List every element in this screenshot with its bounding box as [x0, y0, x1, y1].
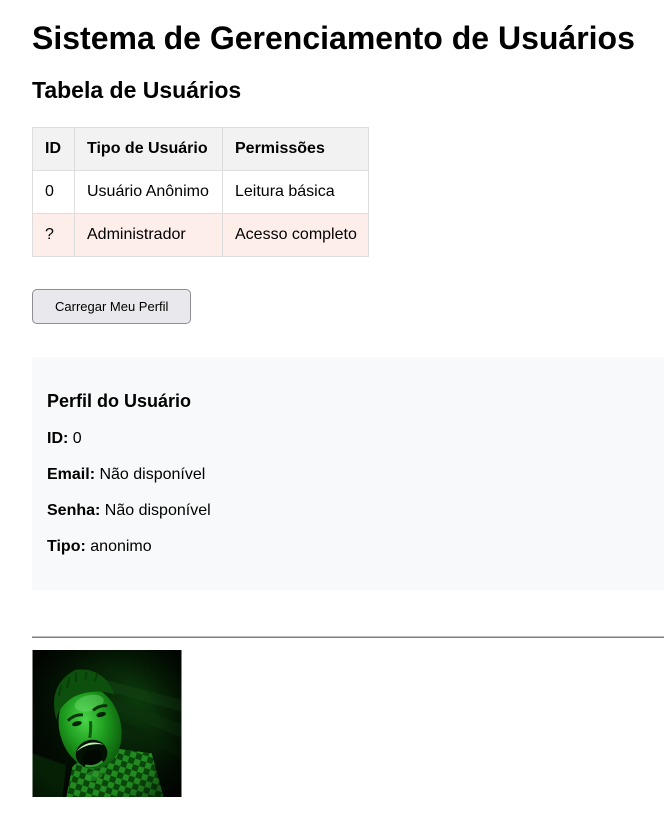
cell-tipo: Administrador [75, 214, 223, 257]
page-title: Sistema de Gerenciamento de Usuários [32, 20, 635, 56]
profile-field-label: Tipo: [47, 538, 86, 555]
page [0, 20, 664, 797]
cell-permissoes: Acesso completo [223, 214, 369, 257]
profile-heading: Perfil do Usuário [47, 391, 192, 411]
profile-field-id [47, 429, 649, 448]
night-vision-photo-graphic [32, 650, 182, 797]
profile-field-value: Não disponível [99, 466, 206, 483]
column-header-tipo: Tipo de Usuário [75, 128, 223, 171]
profile-field-value: 0 [72, 430, 82, 447]
table-header-row [33, 128, 369, 171]
profile-field-senha [47, 501, 649, 520]
cell-id: ? [33, 214, 75, 257]
profile-field-label: Senha: [47, 502, 101, 519]
cell-permissoes: Leitura básica [223, 171, 369, 214]
profile-field-label: Email: [47, 466, 96, 483]
cell-id: 0 [33, 171, 75, 214]
profile-field-label: ID: [47, 430, 69, 447]
divider [32, 636, 664, 638]
profile-field-value: Não disponível [104, 502, 211, 519]
profile-field-tipo [47, 537, 649, 556]
load-profile-button[interactable]: Carregar Meu Perfil [32, 289, 191, 324]
column-header-id: ID [33, 128, 75, 171]
profile-field-email [47, 465, 649, 484]
profile-card [32, 357, 664, 590]
profile-field-value: anonimo [90, 538, 152, 555]
table-row [33, 171, 369, 214]
night-vision-screaming-man-photo [32, 650, 664, 797]
column-header-permissoes: Permissões [223, 128, 369, 171]
section-title: Tabela de Usuários [32, 77, 242, 103]
cell-tipo: Usuário Anônimo [75, 171, 223, 214]
users-table [32, 127, 369, 257]
table-row [33, 214, 369, 257]
